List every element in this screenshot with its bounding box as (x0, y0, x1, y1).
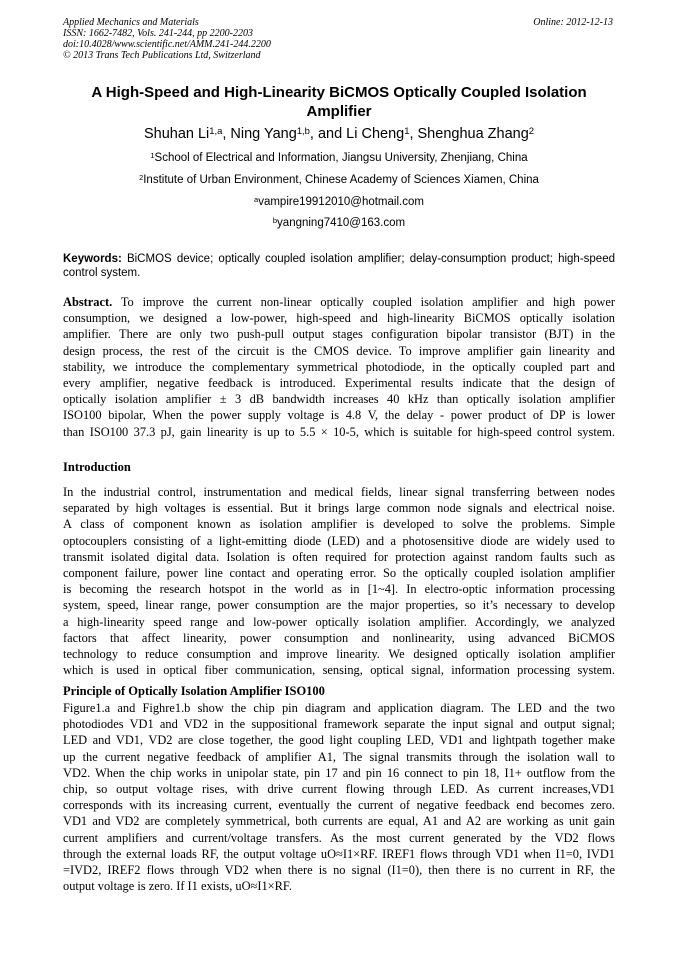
principle-line: current amplifiers and current/voltage transfers. As the most current generated by the VD2 flows (63, 830, 615, 845)
email-a: $^a$vampire19912010@hotmail.com (254, 194, 424, 208)
author-name: Shenghua Zhang (417, 126, 529, 142)
affiliation-2: $^2$Institute of Urban Environment, Chinese Academy of Sciences Xiamen, China (139, 172, 539, 186)
intro-line: technology to reduce consumption and improve linearity. We designed optically isolation amplifier (63, 647, 615, 662)
principle-line: =IVD2, IREF2 flows through VD2 when there is no signal (I1=0), then there is no current in RF, the (63, 863, 615, 878)
journal-name: Applied Mechanics and Materials (63, 17, 199, 28)
journal-copyright: © 2013 Trans Tech Publications Ltd, Switzerland (63, 50, 261, 61)
paper-title: A High-Speed and High-Linearity BiCMOS Optically Coupled Isolation Amplifier (91, 84, 587, 120)
author-sup: 1,a (209, 124, 223, 136)
abstract-label: Abstract. (63, 295, 113, 309)
keywords (63, 252, 615, 280)
affiliation-1: $^1$School of Electrical and Information, Jiangsu University, Zhenjiang, China (150, 150, 528, 164)
principle-line: output voltage is zero. If I1 exists, uO≈I1×RF. (63, 879, 292, 894)
intro-line: system, speed, linear range, power consumption are the major properties, so it’s necessary to develop (63, 598, 615, 613)
principle-line: corresponds with its increasing current, eventually the current of negative feedback end becomes zero. (63, 798, 615, 813)
online-date: Online: 2012-12-13 (533, 17, 613, 28)
journal-doi: doi:10.4028/www.scientific.net/AMM.241-244.2200 (63, 39, 271, 50)
journal-issn: ISSN: 1662-7482, Vols. 241-244, pp 2200-2203 (63, 28, 253, 39)
author-sup: 1 (404, 124, 410, 136)
intro-line: separated by high voltages is essential. But it brings large common node signals and electrical noise. (63, 501, 615, 516)
abstract-line: design process, the rest of the circuit is the CMOS device. To improve amplifier gain linearity and (63, 343, 615, 358)
intro-line: component failure, power line contact and operating error. So the optically coupled isolation amplifier (63, 566, 615, 581)
abstract (63, 294, 615, 440)
abstract-line: stability, we introduce the complementary symmetrical photodiode, in the optically coupled part and (63, 359, 615, 374)
principle-body (63, 700, 615, 894)
journal-header (63, 17, 271, 61)
principle-line: LED and VD1, VD2 are close together, the good light coupling LED, VD1 and lightpath together make (63, 733, 615, 748)
abstract-line: than ISO100 37.3 pJ, gain linearity is up to 5.5 × 10-5, which is suitable for high-speed control system. (63, 424, 615, 439)
abstract-line: amplifier. There are only two push-pull output stages configuration bipolar transistor (BJT) in the (63, 327, 615, 342)
intro-line: transmit isolated digital data. Isolation is often required for protection against random faults such as (63, 549, 615, 564)
email-b: $^b$yangning7410@163.com (272, 215, 406, 229)
principle-line: through the external loads RF, the output voltage uO≈I1×RF. IREF1 flows through VD1 when I1=0, IVD1 (63, 846, 615, 861)
keywords-label: Keywords: (63, 253, 122, 265)
principle-line: up the current negative feedback of amplifier A1, The signal transmits through the isolation wall to (63, 749, 615, 764)
author-sup: 1,b (296, 124, 310, 136)
introduction-body (63, 484, 615, 678)
keywords-text: BiCMOS device; optically coupled isolation amplifier; delay-consumption product; high-speed control system. (63, 253, 615, 279)
principle-line: VD2. When the chip works in unipolar state, pin 17 and pin 16 connect to pin 18, I1+ outflow from the (63, 765, 615, 780)
abstract-line: Abstract. To improve the current non-linear optically coupled isolation amplifier and high power (63, 295, 615, 309)
author-name: Ning Yang (230, 126, 297, 142)
principle-line: Figure1.a and Fighre1.b show the chip pin diagram and application diagram. The LED and the two (63, 701, 615, 715)
author-list: Shuhan Li$^{1,a}$, Ning Yang$^{1,b}$, and Li Cheng$^1$, Shenghua Zhang$^2$ (143, 124, 535, 142)
author-name: Shuhan Li (143, 126, 210, 142)
author-sup: 2 (528, 124, 535, 136)
introduction-heading: Introduction (63, 460, 131, 474)
principle-heading: Principle of Optically Isolation Amplifier ISO100 (63, 684, 325, 698)
intro-line: a high-linearity speed range and low-power optically isolation amplifier. Accordingly, we analyzed (63, 614, 615, 629)
principle-line: photodiodes VD1 and VD2 in the suppositional framework separate the input signal and output signal; (63, 717, 615, 732)
author-name: Li Cheng (346, 126, 405, 142)
principle-line: VD1 and VD2 are completely symmetrical, both currents are equal, A1 and A2 are working as unit gain (63, 814, 615, 829)
principle-line: chip, so output voltage rises, with drive current flowing through LED. As current increases,VD1 (63, 782, 615, 797)
intro-line: which is used in optical fiber communication, sensing, optical signal, information processing system. (63, 663, 615, 678)
intro-line: factors that affect linearity, power consumption and nonlinearity, using advanced BiCMOS (63, 630, 615, 645)
intro-line: In the industrial control, instrumentation and medical fields, linear signal transferring between nodes (63, 485, 615, 499)
intro-line: optocouplers consisting of a light-emitting diode (LED) and a photosensitive diode are widely used to (63, 533, 615, 548)
abstract-line: every amplifier, negative feedback is introduced. Experimental results indicate that the design of (63, 376, 615, 391)
abstract-line: consumption, we designed a low-power, high-speed and high-linearity BiCMOS optically isolation (63, 311, 615, 326)
abstract-line: ISO100 bipolar, When the power supply voltage is 4.8 V, the delay - power product of DP is lower (63, 408, 615, 423)
intro-line: A class of component known as isolation amplifier is developed to solve the problems. Simple (63, 517, 615, 532)
abstract-line: optically isolation amplifier ± 3 dB bandwidth increases 40 kHz than optically isolation amplifier (63, 392, 615, 407)
intro-line: is becoming the research hotspot in the world as in [1~4]. In electro-optic information processing (63, 582, 615, 597)
